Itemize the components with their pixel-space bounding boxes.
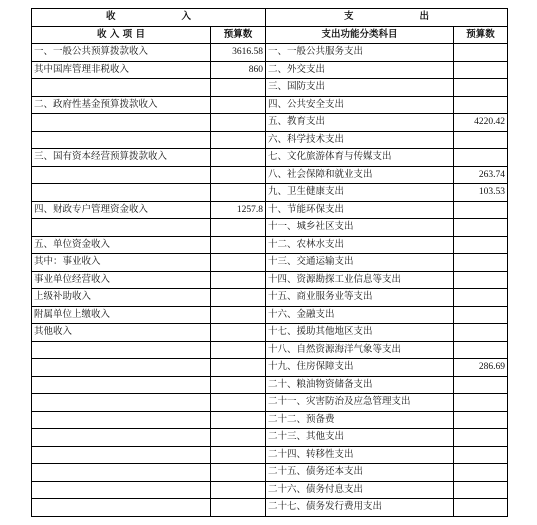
income-value <box>211 289 266 307</box>
income-value <box>211 394 266 412</box>
table-row <box>32 324 508 342</box>
income-value <box>211 429 266 447</box>
table-row <box>32 44 508 62</box>
expense-value <box>454 394 508 412</box>
expense-value: 263.74 <box>454 166 508 184</box>
income-value <box>211 324 266 342</box>
expense-item: 二十、粮油物资储备支出 <box>266 376 454 394</box>
expense-title-left: 支 <box>343 11 354 23</box>
column-header-row <box>32 26 508 44</box>
table-row <box>32 236 508 254</box>
income-item <box>32 219 211 237</box>
income-value <box>211 166 266 184</box>
expense-item: 十六、金融支出 <box>266 306 454 324</box>
income-item <box>32 394 211 412</box>
table-row <box>32 149 508 167</box>
expense-value <box>454 499 508 517</box>
expense-value <box>454 446 508 464</box>
income-value <box>211 306 266 324</box>
table-row <box>32 79 508 97</box>
expense-value <box>454 376 508 394</box>
expense-value <box>454 271 508 289</box>
table-row <box>32 446 508 464</box>
income-item: 四、财政专户管理资金收入 <box>32 201 211 219</box>
income-value <box>211 481 266 499</box>
income-item <box>32 184 211 202</box>
income-value <box>211 254 266 272</box>
expense-item: 十八、自然资源海洋气象等支出 <box>266 341 454 359</box>
table-row <box>32 411 508 429</box>
income-item: 上级补助收入 <box>32 289 211 307</box>
expense-item: 二十一、灾害防治及应急管理支出 <box>266 394 454 412</box>
table-row <box>32 219 508 237</box>
table-row <box>32 376 508 394</box>
expense-item-column-header: 支出功能分类科目 <box>266 26 454 44</box>
expense-value: 4220.42 <box>454 114 508 132</box>
table-row <box>32 271 508 289</box>
income-value <box>211 114 266 132</box>
expense-section-title <box>266 9 508 27</box>
expense-value <box>454 464 508 482</box>
income-section-title <box>32 9 266 27</box>
income-item: 其中：事业收入 <box>32 254 211 272</box>
income-item: 三、国有资本经营预算拨款收入 <box>32 149 211 167</box>
income-budget-column-header: 预算数 <box>211 26 266 44</box>
income-item <box>32 464 211 482</box>
expense-item: 二十二、预备费 <box>266 411 454 429</box>
income-item: 五、单位资金收入 <box>32 236 211 254</box>
section-header-row <box>32 9 508 27</box>
table-row <box>32 359 508 377</box>
income-value <box>211 464 266 482</box>
expense-value: 286.69 <box>454 359 508 377</box>
expense-item: 二、外交支出 <box>266 61 454 79</box>
income-value <box>211 131 266 149</box>
income-item: 附属单位上缴收入 <box>32 306 211 324</box>
expense-item: 十九、住房保障支出 <box>266 359 454 377</box>
income-item <box>32 411 211 429</box>
budget-table <box>31 8 508 517</box>
income-item: 一、一般公共预算拨款收入 <box>32 44 211 62</box>
income-item: 事业单位经营收入 <box>32 271 211 289</box>
table-row <box>32 429 508 447</box>
table-row <box>32 499 508 517</box>
expense-budget-column-header: 预算数 <box>454 26 508 44</box>
table-row <box>32 114 508 132</box>
income-value <box>211 376 266 394</box>
income-item <box>32 481 211 499</box>
table-row <box>32 254 508 272</box>
expense-item: 二十五、债务还本支出 <box>266 464 454 482</box>
expense-item: 六、科学技术支出 <box>266 131 454 149</box>
expense-value <box>454 324 508 342</box>
income-item: 其中国库管理非税收入 <box>32 61 211 79</box>
expense-item: 十二、农林水支出 <box>266 236 454 254</box>
expense-item: 十四、资源勘探工业信息等支出 <box>266 271 454 289</box>
income-value <box>211 271 266 289</box>
income-item-column-header: 收 入 项 目 <box>32 26 211 44</box>
income-value: 860 <box>211 61 266 79</box>
table-row <box>32 464 508 482</box>
expense-value: 103.53 <box>454 184 508 202</box>
expense-value <box>454 219 508 237</box>
income-value: 3616.58 <box>211 44 266 62</box>
income-value <box>211 411 266 429</box>
income-value <box>211 446 266 464</box>
expense-item: 七、文化旅游体育与传媒支出 <box>266 149 454 167</box>
expense-value <box>454 306 508 324</box>
expense-value <box>454 131 508 149</box>
expense-item: 二十七、债务发行费用支出 <box>266 499 454 517</box>
income-title-left: 收 <box>105 11 116 23</box>
income-title-right: 入 <box>181 11 192 23</box>
expense-item: 二十四、转移性支出 <box>266 446 454 464</box>
expense-value <box>454 411 508 429</box>
income-item <box>32 341 211 359</box>
expense-value <box>454 61 508 79</box>
income-item <box>32 131 211 149</box>
income-value: 1257.8 <box>211 201 266 219</box>
table-row <box>32 481 508 499</box>
table-row <box>32 61 508 79</box>
expense-value <box>454 149 508 167</box>
expense-item: 十七、援助其他地区支出 <box>266 324 454 342</box>
income-value <box>211 79 266 97</box>
income-value <box>211 499 266 517</box>
income-item: 二、政府性基金预算拨款收入 <box>32 96 211 114</box>
expense-item: 九、卫生健康支出 <box>266 184 454 202</box>
income-item <box>32 359 211 377</box>
expense-value <box>454 96 508 114</box>
expense-item: 一、一般公共服务支出 <box>266 44 454 62</box>
expense-item: 十、节能环保支出 <box>266 201 454 219</box>
table-row <box>32 96 508 114</box>
table-row <box>32 166 508 184</box>
income-item: 其他收入 <box>32 324 211 342</box>
income-value <box>211 341 266 359</box>
expense-item: 五、教育支出 <box>266 114 454 132</box>
expense-item: 十一、城乡社区支出 <box>266 219 454 237</box>
table-row <box>32 341 508 359</box>
expense-item: 二十六、债务付息支出 <box>266 481 454 499</box>
table-row <box>32 306 508 324</box>
expense-value <box>454 429 508 447</box>
income-item <box>32 79 211 97</box>
expense-title-right: 出 <box>419 11 430 23</box>
expense-item: 四、公共安全支出 <box>266 96 454 114</box>
income-item <box>32 446 211 464</box>
expense-value <box>454 79 508 97</box>
table-row <box>32 131 508 149</box>
table-row <box>32 201 508 219</box>
table-row <box>32 184 508 202</box>
table-row <box>32 394 508 412</box>
expense-value <box>454 44 508 62</box>
expense-value <box>454 289 508 307</box>
income-item <box>32 114 211 132</box>
expense-item: 十五、商业服务业等支出 <box>266 289 454 307</box>
income-value <box>211 96 266 114</box>
expense-item: 二十三、其他支出 <box>266 429 454 447</box>
income-item <box>32 166 211 184</box>
income-item <box>32 429 211 447</box>
income-value <box>211 236 266 254</box>
expense-value <box>454 341 508 359</box>
expense-value <box>454 254 508 272</box>
expense-value <box>454 236 508 254</box>
expense-item: 十三、交通运输支出 <box>266 254 454 272</box>
income-value <box>211 149 266 167</box>
income-value <box>211 184 266 202</box>
income-value <box>211 359 266 377</box>
expense-value <box>454 481 508 499</box>
income-item <box>32 376 211 394</box>
income-value <box>211 219 266 237</box>
table-row <box>32 289 508 307</box>
expense-item: 三、国防支出 <box>266 79 454 97</box>
income-item <box>32 499 211 517</box>
expense-value <box>454 201 508 219</box>
expense-item: 八、社会保障和就业支出 <box>266 166 454 184</box>
